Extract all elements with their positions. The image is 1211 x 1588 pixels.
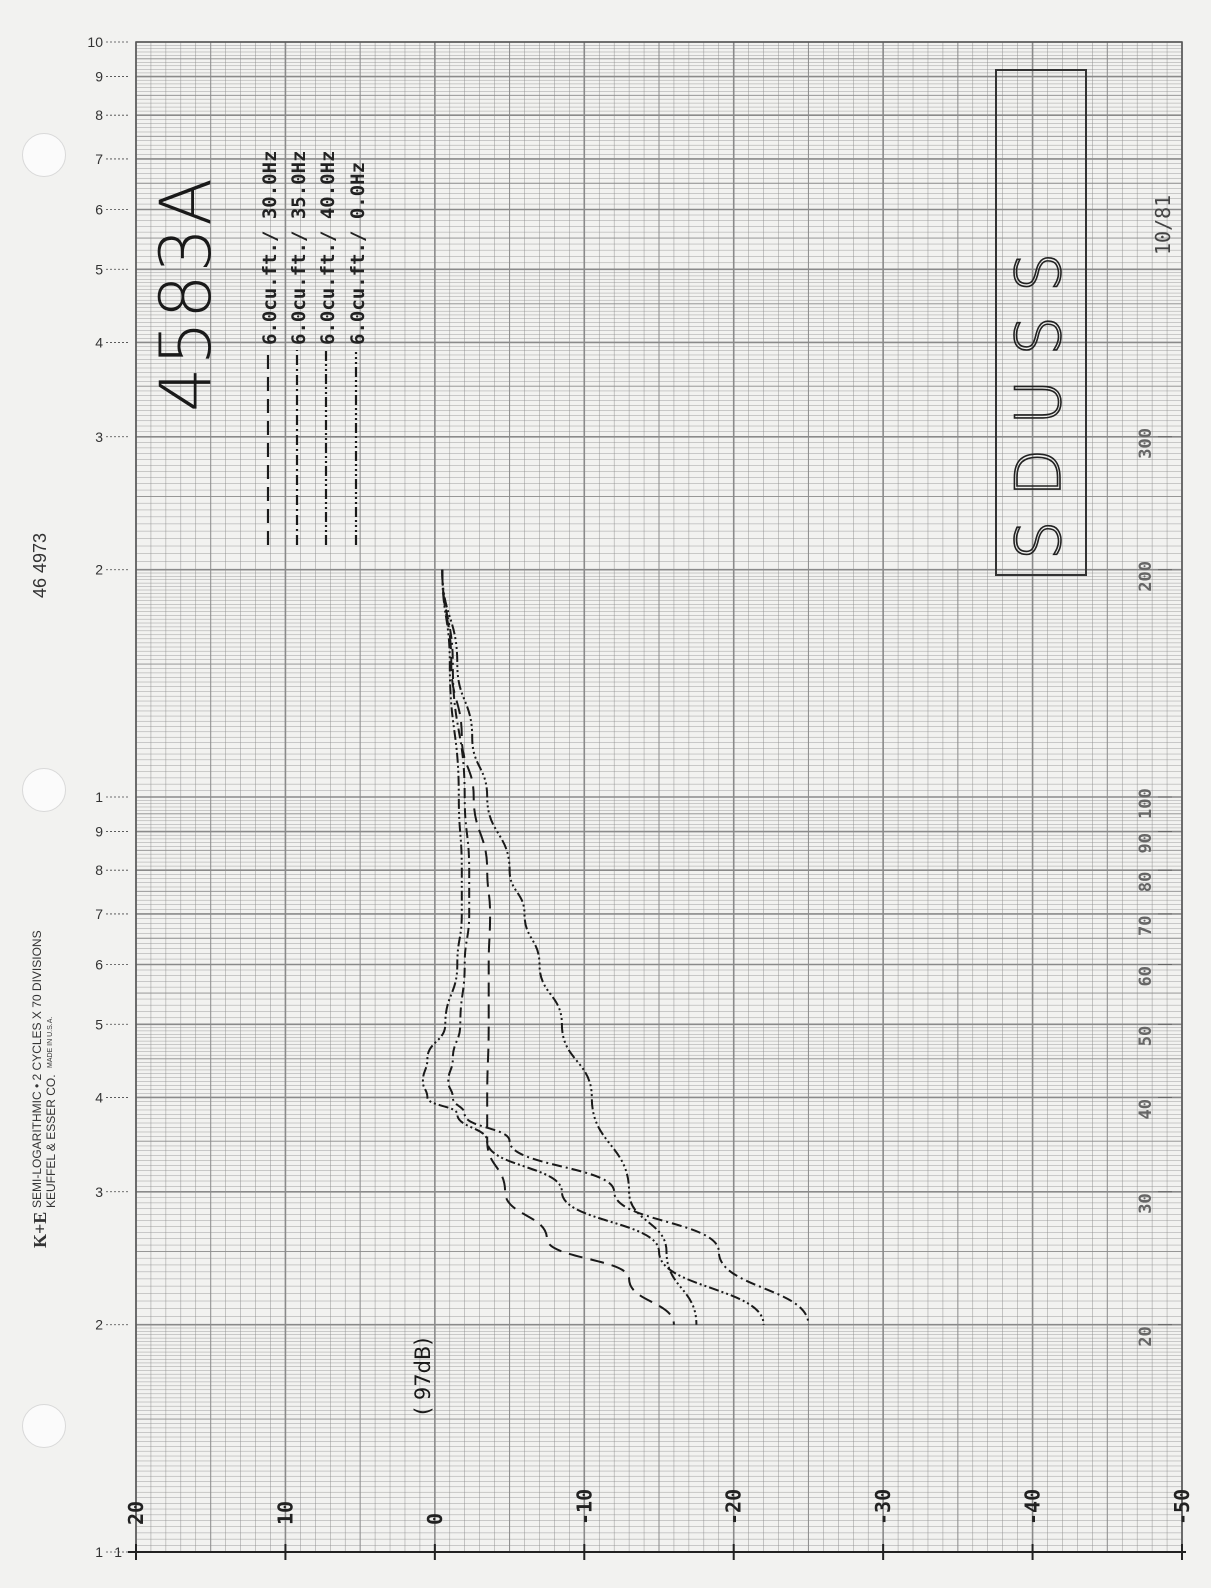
log-scale-label: 3 xyxy=(95,1183,103,1200)
db-label-group xyxy=(871,1489,895,1525)
hz-label-group xyxy=(1136,428,1156,459)
reference-level-annotation: ( 97dB) xyxy=(411,1337,435,1415)
binder-hole-middle xyxy=(22,768,66,812)
brand-logo xyxy=(996,70,1086,575)
log-scale-label: 9 xyxy=(95,823,103,840)
response-curve xyxy=(423,570,764,1325)
hz-label-group xyxy=(1136,833,1156,853)
db-axis-label: 10 xyxy=(273,1500,298,1525)
brand-logo-text: SDUSS xyxy=(1002,228,1075,560)
log-scale-label: 2 xyxy=(95,561,103,578)
db-axis-label: -30 xyxy=(871,1488,896,1525)
log-scale-label: 5 xyxy=(95,261,103,278)
db-label-group xyxy=(722,1489,746,1525)
paper-maker-line: KEUFFEL & ESSER CO. xyxy=(44,1074,58,1208)
hz-axis-label: 70 xyxy=(1136,915,1156,936)
left-log-scale xyxy=(87,34,128,1560)
frequency-response-curves xyxy=(423,570,809,1325)
response-curve xyxy=(442,570,674,1325)
log-scale-label: 4 xyxy=(95,1089,103,1106)
db-label-group xyxy=(1170,1489,1194,1525)
log-scale-label: 8 xyxy=(95,862,103,879)
hz-label-group xyxy=(1136,1026,1156,1046)
legend-label: 6.0cu.ft./ 0.0Hz xyxy=(347,161,369,345)
db-axis-label: -20 xyxy=(721,1488,746,1525)
legend-label: 6.0cu.ft./ 30.0Hz xyxy=(259,150,281,345)
hz-label-group xyxy=(1136,915,1156,935)
db-label-group xyxy=(273,1501,297,1525)
publisher-logo: K+E xyxy=(30,1211,50,1248)
db-label-group xyxy=(1021,1489,1045,1525)
chart-title: 4583A xyxy=(145,175,227,412)
hz-axis-label: 200 xyxy=(1136,561,1156,592)
db-label-group xyxy=(124,1501,148,1525)
hz-axis-label: 100 xyxy=(1136,788,1156,819)
log-scale-label: 6 xyxy=(95,956,103,973)
legend-label: 6.0cu.ft./ 40.0Hz xyxy=(317,150,339,345)
log-scale-label: 1 xyxy=(95,789,103,805)
chart-date: 10/81 xyxy=(1151,194,1175,255)
legend-entry xyxy=(347,162,369,345)
paper-origin-line: MADE IN U.S.A. xyxy=(47,1016,54,1068)
catalog-number: 46 4973 xyxy=(30,532,50,598)
binder-hole-bottom xyxy=(22,1404,66,1448)
log-scale-label: 3 xyxy=(95,428,103,445)
hz-label-group xyxy=(1136,1193,1156,1213)
hz-axis-label: 50 xyxy=(1136,1025,1156,1047)
hz-label-group xyxy=(1136,1099,1156,1119)
db-axis-label: 0 xyxy=(422,1512,447,1525)
legend-entry xyxy=(288,151,310,345)
hz-label-group xyxy=(1136,872,1156,892)
db-axis-label: 20 xyxy=(124,1500,148,1525)
hz-axis-label: 90 xyxy=(1136,833,1156,854)
paper-spec-line: SEMI-LOGARITHMIC • 2 CYCLES X 70 DIVISIONS xyxy=(30,930,44,1208)
legend-entry xyxy=(259,151,281,345)
hz-axis-label: 20 xyxy=(1136,1326,1156,1347)
db-label-group xyxy=(423,1513,447,1525)
binder-hole-top xyxy=(22,133,66,177)
log-scale-label: 7 xyxy=(95,150,103,167)
hz-label-group xyxy=(1136,788,1156,819)
hz-label-group xyxy=(1136,966,1156,986)
hz-label-group xyxy=(1136,561,1156,592)
legend-label: 6.0cu.ft./ 35.0Hz xyxy=(288,150,310,345)
hz-axis xyxy=(1136,428,1172,1347)
log-scale-label: 1 xyxy=(95,1544,103,1560)
log-scale-label: 8 xyxy=(95,107,103,124)
hz-axis-label: 300 xyxy=(1136,428,1156,459)
db-axis-label: -10 xyxy=(572,1488,597,1525)
log-scale-label: 1 xyxy=(114,1544,122,1560)
log-scale-label: 9 xyxy=(95,68,103,85)
response-curve xyxy=(442,570,808,1325)
hz-axis-label: 80 xyxy=(1136,871,1156,893)
log-scale-label: 10 xyxy=(87,34,103,50)
log-scale-label: 7 xyxy=(95,905,103,922)
hz-label-group xyxy=(1136,1326,1156,1346)
db-label-group xyxy=(572,1489,596,1525)
log-scale-label: 2 xyxy=(95,1316,103,1333)
db-axis-label: -50 xyxy=(1170,1488,1194,1525)
hz-axis-label: 40 xyxy=(1136,1098,1156,1120)
log-scale-label: 4 xyxy=(95,334,103,351)
log-scale-label: 6 xyxy=(95,201,103,218)
hz-axis-label: 30 xyxy=(1136,1193,1156,1214)
log-scale-label: 5 xyxy=(95,1016,103,1033)
legend-entry xyxy=(317,151,339,345)
db-axis-label: -40 xyxy=(1020,1488,1045,1525)
hz-axis-label: 60 xyxy=(1136,966,1156,987)
